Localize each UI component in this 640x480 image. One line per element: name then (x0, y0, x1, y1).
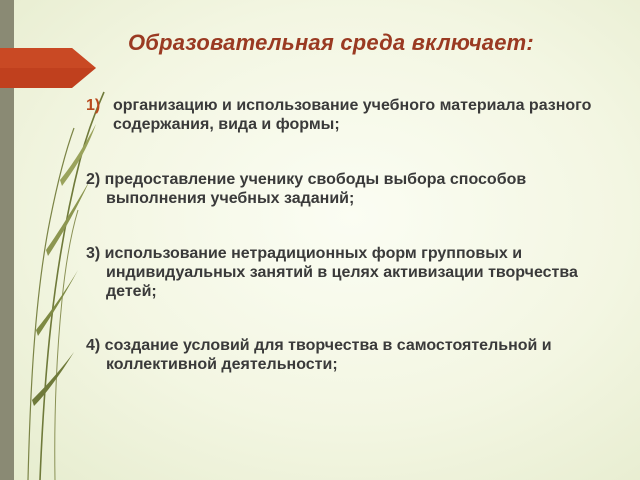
arrow-pointer-icon (0, 48, 96, 88)
list-item-number: 3) (86, 245, 105, 262)
list-item-text: использование нетрадиционных форм групповых и индивидуальных занятий в целях активизации творчества детей; (104, 245, 578, 300)
list-item (86, 244, 616, 301)
list-item (86, 96, 616, 134)
list-item (86, 336, 616, 374)
list-item (86, 170, 616, 208)
content-list (86, 96, 616, 374)
list-item-number: 2) (86, 171, 105, 188)
list-item-text: создание условий для творчества в самостоятельной и коллективной деятельности; (104, 337, 552, 373)
list-item-number: 1) (86, 97, 101, 114)
list-item-text: организацию и использование учебного материала разного содержания, вида и формы; (113, 97, 592, 133)
list-item-text: предоставление ученику свободы выбора способов выполнения учебных заданий; (104, 171, 527, 207)
list-item-number: 4) (86, 337, 105, 354)
slide-title: Образовательная среда включает: (128, 30, 534, 55)
